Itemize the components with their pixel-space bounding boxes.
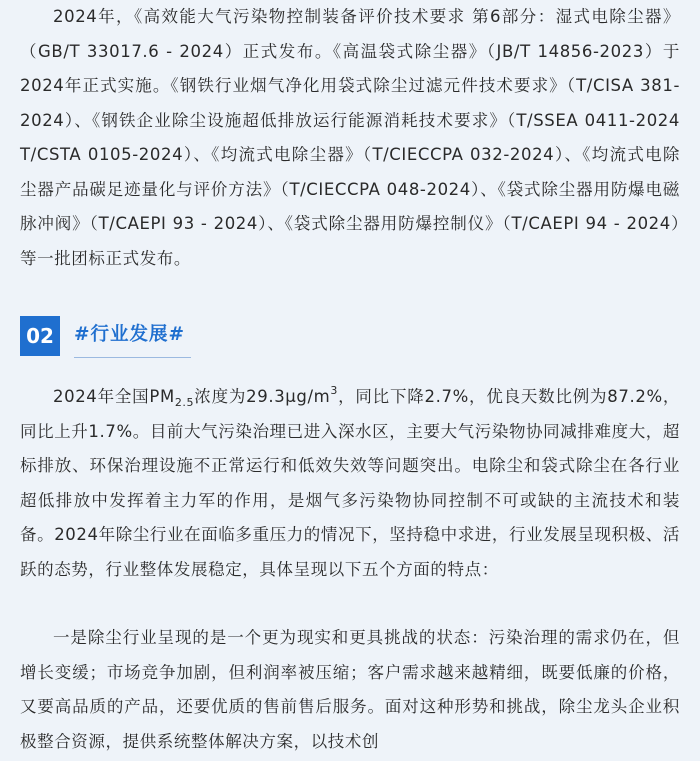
section-title: #行业发展# <box>74 324 186 345</box>
industry-overview-paragraph <box>20 380 680 587</box>
section-header <box>20 316 185 356</box>
section-title-wrap <box>74 320 185 352</box>
pm-prefix-text: 2024年全国PM <box>53 387 175 406</box>
overview-body-text: ，同比下降2.7%，优良天数比例为87.2%，同比上升1.7%。目前大气污染治理已进入深水区，主要大气污染物协同减排难度大，超标排放、环保治理设施不正常运行和低效失效等问题突出。电除尘和袋式除尘在各行业超低排放中发挥着主力军的作用，是烟气多污染物协同控制不可或缺的主流技术和装备。2024年除尘行业在面临多重压力的情况下，坚持稳中求进，行业发展呈现积极、活跃的态势，行业整体发展稳定，具体呈现以下五个方面的特点： <box>20 387 681 579</box>
concentration-text: 浓度为29.3μg/m <box>194 387 331 406</box>
first-feature-paragraph: 一是除尘行业呈现的是一个更为现实和更具挑战的状态：污染治理的需求仍在，但增长变缓；市场竞争加剧，但利润率被压缩；客户需求越来越精细，既要低廉的价格，又要高品质的产品，还要优质的售前售后服务。面对这种形势和挑战，除尘龙头企业积极整合资源，提供系统整体解决方案，以技术创 <box>20 628 680 751</box>
section-title-underline <box>74 357 191 358</box>
standards-paragraph: 2024年，《高效能大气污染物控制装备评价技术要求 第6部分：湿式电除尘器》（GB/T 33017.6 - 2024）正式发布。《高温袋式除尘器》（JB/T 14856-2023）于2024年正式实施。《钢铁行业烟气净化用袋式除尘过滤元件技术要求》（T/CISA 381-2024）、《钢铁企业除尘设施超低排放运行能源消耗技术要求》（T/SSEA 0411-2024 T/CSTA 0105-2024）、《均流式电除尘器》（T/CIECCPA 032-2024）、《均流式电除尘器产品碳足迹量化与评价方法》（T/CIECCPA 048-2024）、《袋式除尘器用防爆电磁脉冲阀》（T/CAEPI 93 - 2024）、《袋式除尘器用防爆控制仪》（T/CAEPI 94 - 2024）等一批团标正式发布。 <box>20 7 680 268</box>
unit-superscript: 3 <box>330 384 338 397</box>
section-number-badge: 02 <box>20 316 60 356</box>
pm-subscript: 2.5 <box>174 396 195 409</box>
